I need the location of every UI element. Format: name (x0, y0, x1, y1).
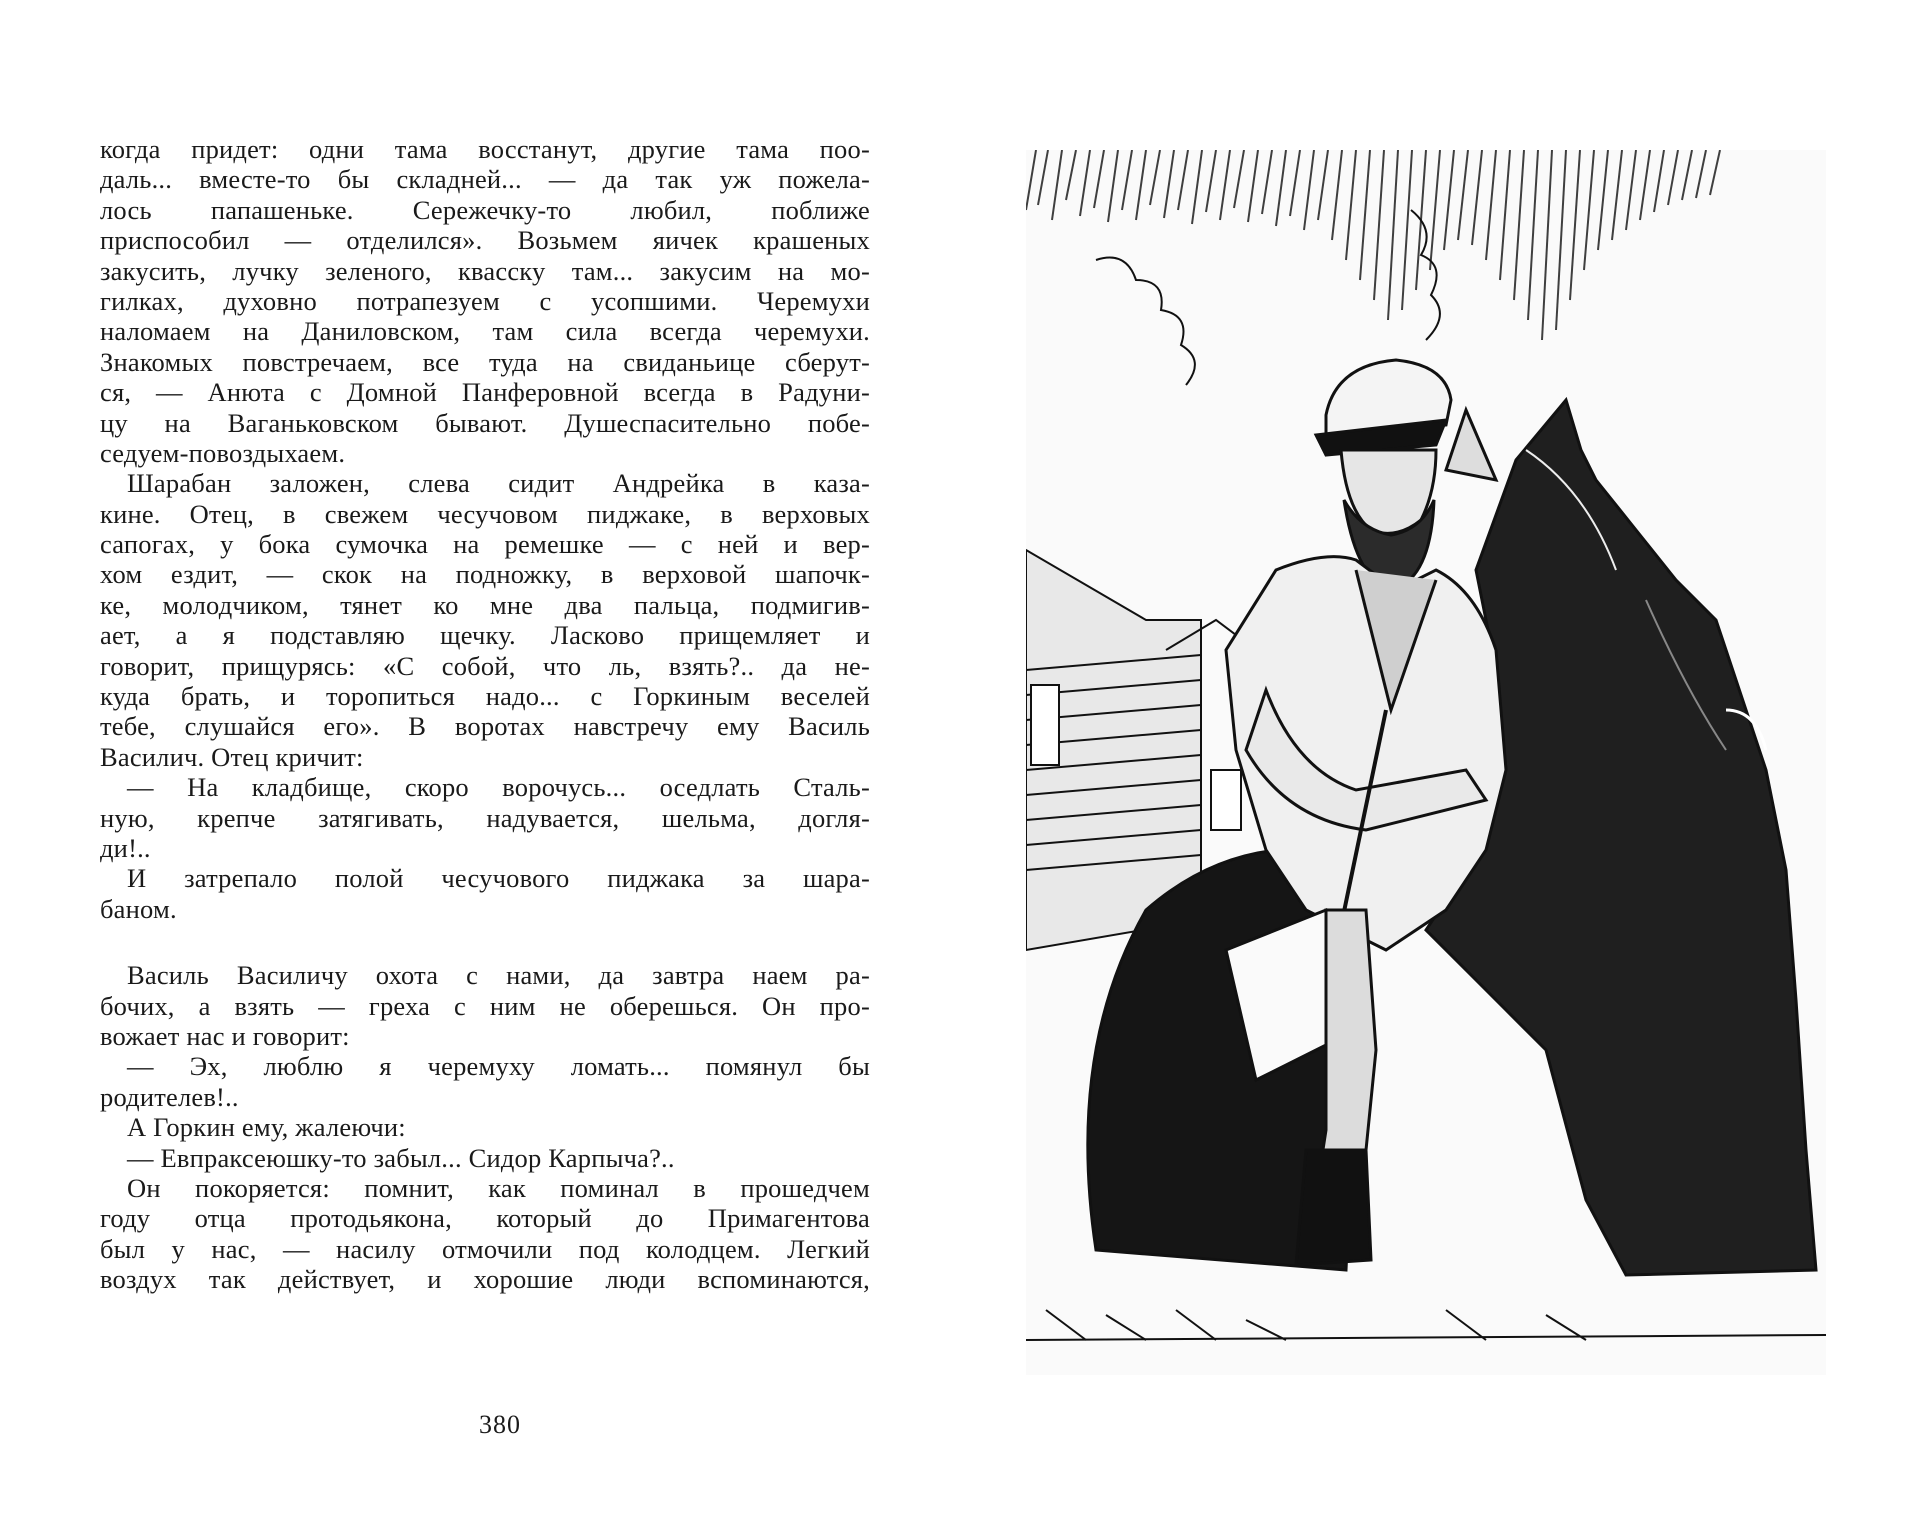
page-number: 380 (479, 1410, 521, 1439)
cloud-outline (1096, 258, 1195, 386)
text-line: лось папашеньке. Сережечку-то любил, поближе (100, 194, 870, 225)
text-line: бочих, а взять — греха с ним не оберешься. Он про- (100, 990, 870, 1021)
text-line: баном. (100, 893, 177, 924)
text-page (100, 134, 870, 1294)
text-line: даль... вместе-то бы складней... — да так уж пожела- (100, 164, 870, 195)
text-line: Шарабан заложен, слева сидит Андрейка в каза- (127, 468, 870, 499)
text-line: Василич. Отец кричит: (100, 741, 364, 772)
text-line: ди!.. (100, 832, 151, 863)
man-with-horse-illustration (1026, 150, 1826, 1375)
cloud-outline-2 (1411, 210, 1440, 340)
text-line: закусить, лучку зеленого, квасску там... закусим на мо- (100, 255, 870, 286)
text-line: седуем-повоздыхаем. (100, 437, 346, 468)
text-line: куда брать, и торопиться надо... с Горкиным веселей (100, 681, 870, 712)
text-line: Он покоряется: помнит, как поминал в прошедчем (127, 1172, 870, 1203)
text-line: А Горкин ему, жалеючи: (127, 1112, 406, 1143)
text-line: родителев!.. (100, 1081, 239, 1112)
text-line: вожает нас и говорит: (100, 1020, 350, 1051)
text-line: говорит, прищурясь: «С собой, что ль, взять?.. да не- (100, 650, 870, 681)
text-line: году отца протодьякона, который до Примагентова (100, 1203, 870, 1234)
text-line: воздух так действует, и хорошие люди вспоминаются, (100, 1264, 870, 1295)
text-line: тебе, слушайся его». В воротах навстречу ему Василь (100, 711, 870, 742)
illustration-drawing (1026, 150, 1826, 1375)
text-line: ся, — Анюта с Домной Панферовной всегда в Радуни- (100, 377, 870, 408)
text-line: — Евпраксеюшку-то забыл... Сидор Карпыча?.. (127, 1142, 675, 1173)
text-line: — Эх, люблю я черемуху ломать... помянул бы (127, 1051, 870, 1082)
text-line: гилках, духовно потрапезуем с усопшими. Черемухи (100, 285, 870, 316)
text-line: был у нас, — насилу отмочили под колодцем. Легкий (100, 1233, 870, 1264)
text-line: Василь Василичу охота с нами, да завтра наем ра- (127, 960, 870, 991)
text-line: цу на Ваганьковском бывают. Душеспасительно побе- (100, 407, 870, 438)
text-line: наломаем на Даниловском, там сила всегда черемухи. (100, 316, 870, 347)
text-line: И затрепало полой чесучового пиджака за шара- (127, 863, 870, 894)
text-line: ке, молодчиком, тянет ко мне два пальца, подмигив- (100, 589, 870, 620)
text-line: когда придет: одни тама восстанут, другие тама поо- (100, 134, 870, 164)
text-line: хом ездит, — скок на подножку, в верховой шапочк- (100, 559, 870, 590)
sky-hatching (1026, 150, 1720, 340)
text-line: приспособил — отделился». Возьмем яичек крашеных (100, 225, 870, 256)
text-line: ает, а я подставляю щечку. Ласково прищемляет и (100, 620, 870, 651)
text-line: — На кладбище, скоро ворочусь... оседлать Сталь- (127, 772, 870, 803)
ground-hatching (1026, 1310, 1826, 1340)
text-line: ную, крепче затягивать, надувается, шельма, догля- (100, 802, 870, 833)
text-line: сапогах, у бока сумочка на ремешке — с ней и вер- (100, 529, 870, 560)
text-line: кине. Отец, в свежем чесучовом пиджаке, в верховых (100, 498, 870, 529)
text-line: Знакомых повстречаем, все туда на свиданьице сберут- (100, 346, 870, 377)
